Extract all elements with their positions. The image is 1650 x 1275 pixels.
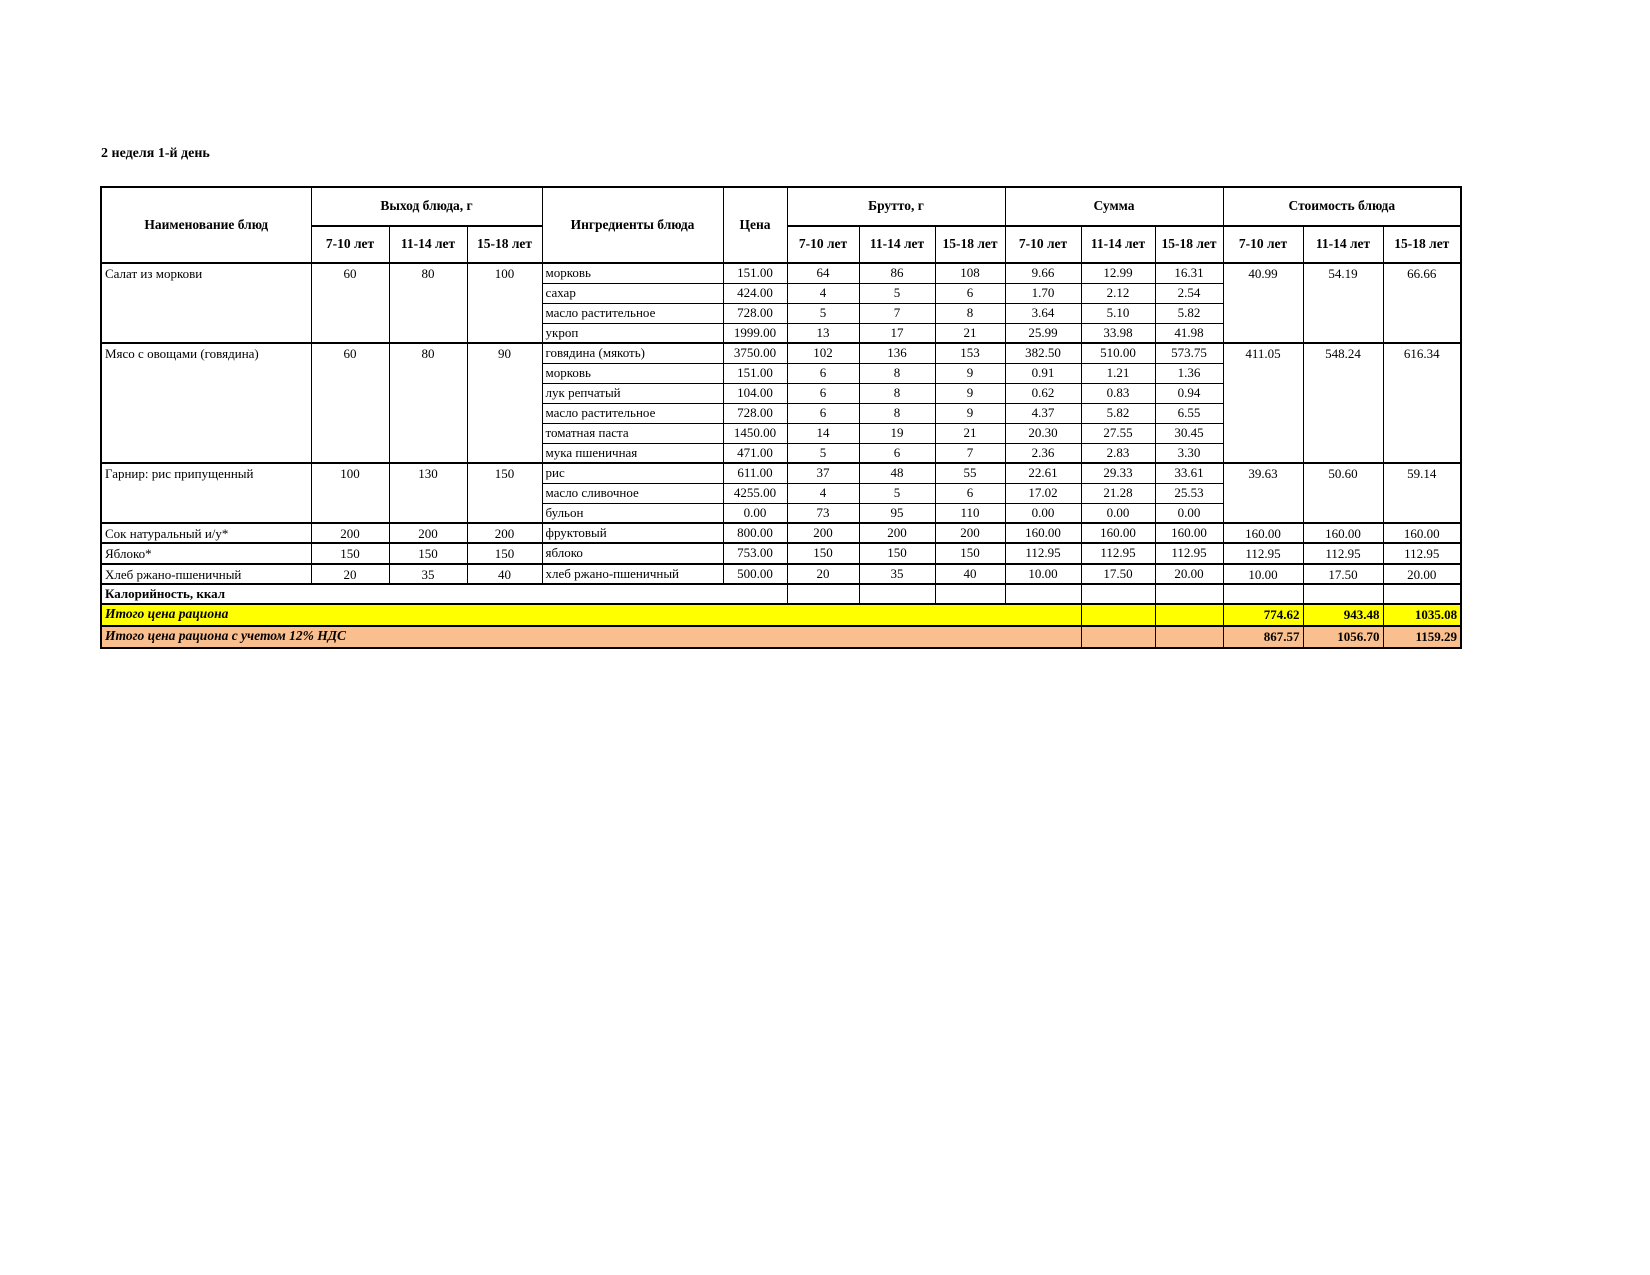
sum-value-cell: 41.98: [1155, 323, 1223, 343]
sum-value-cell: 510.00: [1081, 343, 1155, 363]
table-row: [101, 543, 1461, 563]
gross-value-cell: 200: [859, 523, 935, 543]
sum-value-cell: 20.30: [1005, 423, 1081, 443]
cost-value-cell: 112.95: [1303, 543, 1383, 563]
gross-value-cell: 5: [859, 283, 935, 303]
gross-value-cell: 108: [935, 263, 1005, 283]
sum-value-cell: 160.00: [1081, 523, 1155, 543]
price-cell: 471.00: [723, 443, 787, 463]
empty-cell: [935, 584, 1005, 604]
gross-value-cell: 48: [859, 463, 935, 483]
header-sum-age-1: 7-10 лет: [1005, 226, 1081, 263]
price-cell: 800.00: [723, 523, 787, 543]
sum-value-cell: 22.61: [1005, 463, 1081, 483]
empty-cell: [1155, 626, 1223, 648]
output-value-cell: 100: [311, 463, 389, 523]
sum-value-cell: 17.02: [1005, 483, 1081, 503]
gross-value-cell: 8: [935, 303, 1005, 323]
sum-value-cell: 6.55: [1155, 403, 1223, 423]
cost-value-cell: 66.66: [1383, 263, 1461, 343]
cost-value-cell: 39.63: [1223, 463, 1303, 523]
output-value-cell: 35: [389, 564, 467, 584]
gross-value-cell: 21: [935, 323, 1005, 343]
sum-value-cell: 25.53: [1155, 483, 1223, 503]
ingredient-name-cell: морковь: [542, 363, 723, 383]
price-cell: 424.00: [723, 283, 787, 303]
sum-value-cell: 9.66: [1005, 263, 1081, 283]
gross-value-cell: 5: [787, 303, 859, 323]
gross-value-cell: 14: [787, 423, 859, 443]
ingredient-name-cell: масло растительное: [542, 303, 723, 323]
empty-cell: [1303, 584, 1383, 604]
header-sum-age-2: 11-14 лет: [1081, 226, 1155, 263]
ingredient-name-cell: масло сливочное: [542, 483, 723, 503]
cost-value-cell: 160.00: [1223, 523, 1303, 543]
table-row: [101, 463, 1461, 483]
gross-value-cell: 8: [859, 403, 935, 423]
sum-value-cell: 2.83: [1081, 443, 1155, 463]
total-value-cell: 774.62: [1223, 604, 1303, 626]
header-dish-name: Наименование блюд: [101, 187, 311, 263]
gross-value-cell: 200: [787, 523, 859, 543]
empty-cell: [1081, 584, 1155, 604]
total-price-vat-row: [101, 626, 1461, 648]
total-value-cell: 943.48: [1303, 604, 1383, 626]
price-cell: 611.00: [723, 463, 787, 483]
cost-value-cell: 17.50: [1303, 564, 1383, 584]
gross-value-cell: 9: [935, 363, 1005, 383]
sum-value-cell: 0.00: [1155, 503, 1223, 523]
output-value-cell: 100: [467, 263, 542, 343]
price-cell: 151.00: [723, 363, 787, 383]
sum-value-cell: 0.00: [1005, 503, 1081, 523]
sum-value-cell: 12.99: [1081, 263, 1155, 283]
header-price: Цена: [723, 187, 787, 263]
header-output-age-2: 11-14 лет: [389, 226, 467, 263]
price-cell: 500.00: [723, 564, 787, 584]
cost-value-cell: 20.00: [1383, 564, 1461, 584]
sum-value-cell: 5.82: [1155, 303, 1223, 323]
empty-cell: [1155, 584, 1223, 604]
output-value-cell: 200: [311, 523, 389, 543]
cost-value-cell: 50.60: [1303, 463, 1383, 523]
gross-value-cell: 7: [935, 443, 1005, 463]
sum-value-cell: 27.55: [1081, 423, 1155, 443]
table-header: [101, 187, 1461, 263]
gross-value-cell: 6: [787, 383, 859, 403]
sum-value-cell: 112.95: [1005, 543, 1081, 563]
price-cell: 753.00: [723, 543, 787, 563]
cost-value-cell: 616.34: [1383, 343, 1461, 463]
output-value-cell: 20: [311, 564, 389, 584]
ingredient-name-cell: морковь: [542, 263, 723, 283]
sum-value-cell: 0.62: [1005, 383, 1081, 403]
price-cell: 104.00: [723, 383, 787, 403]
gross-value-cell: 95: [859, 503, 935, 523]
ingredient-name-cell: рис: [542, 463, 723, 483]
price-cell: 3750.00: [723, 343, 787, 363]
empty-cell: [859, 584, 935, 604]
sum-value-cell: 112.95: [1081, 543, 1155, 563]
gross-value-cell: 200: [935, 523, 1005, 543]
sum-value-cell: 3.30: [1155, 443, 1223, 463]
gross-value-cell: 21: [935, 423, 1005, 443]
ingredient-name-cell: говядина (мякоть): [542, 343, 723, 363]
cost-value-cell: 160.00: [1303, 523, 1383, 543]
gross-value-cell: 4: [787, 483, 859, 503]
output-value-cell: 150: [389, 543, 467, 563]
dish-name-cell: Гарнир: рис припущенный: [101, 463, 311, 523]
sum-value-cell: 2.12: [1081, 283, 1155, 303]
gross-value-cell: 9: [935, 403, 1005, 423]
gross-value-cell: 73: [787, 503, 859, 523]
output-value-cell: 200: [389, 523, 467, 543]
sum-value-cell: 10.00: [1005, 564, 1081, 584]
gross-value-cell: 150: [859, 543, 935, 563]
header-gross-age-3: 15-18 лет: [935, 226, 1005, 263]
dish-name-cell: Яблоко*: [101, 543, 311, 563]
sum-value-cell: 573.75: [1155, 343, 1223, 363]
dish-name-cell: Сок натуральный и/у*: [101, 523, 311, 543]
output-value-cell: 80: [389, 263, 467, 343]
ingredient-name-cell: укроп: [542, 323, 723, 343]
header-cost-age-1: 7-10 лет: [1223, 226, 1303, 263]
gross-value-cell: 5: [859, 483, 935, 503]
empty-cell: [1081, 604, 1155, 626]
gross-value-cell: 6: [935, 483, 1005, 503]
cost-value-cell: 112.95: [1223, 543, 1303, 563]
gross-value-cell: 6: [859, 443, 935, 463]
total-value-cell: 1035.08: [1383, 604, 1461, 626]
table-row: [101, 263, 1461, 283]
sum-value-cell: 30.45: [1155, 423, 1223, 443]
output-value-cell: 200: [467, 523, 542, 543]
sum-value-cell: 4.37: [1005, 403, 1081, 423]
sum-value-cell: 16.31: [1155, 263, 1223, 283]
ingredient-name-cell: яблоко: [542, 543, 723, 563]
sum-value-cell: 5.82: [1081, 403, 1155, 423]
cost-value-cell: 112.95: [1383, 543, 1461, 563]
header-ingredients: Ингредиенты блюда: [542, 187, 723, 263]
empty-cell: [1383, 584, 1461, 604]
table-row: [101, 564, 1461, 584]
gross-value-cell: 20: [787, 564, 859, 584]
sum-value-cell: 2.54: [1155, 283, 1223, 303]
total-label-cell: Итого цена рациона: [101, 604, 1081, 626]
sum-value-cell: 0.91: [1005, 363, 1081, 383]
sum-value-cell: 33.61: [1155, 463, 1223, 483]
empty-cell: [1155, 604, 1223, 626]
gross-value-cell: 8: [859, 383, 935, 403]
header-cost-age-2: 11-14 лет: [1303, 226, 1383, 263]
cost-value-cell: 54.19: [1303, 263, 1383, 343]
empty-cell: [1223, 584, 1303, 604]
sum-value-cell: 112.95: [1155, 543, 1223, 563]
header-sum-group: Сумма: [1005, 187, 1223, 226]
sum-value-cell: 3.64: [1005, 303, 1081, 323]
output-value-cell: 40: [467, 564, 542, 584]
ingredient-name-cell: сахар: [542, 283, 723, 303]
sum-value-cell: 20.00: [1155, 564, 1223, 584]
header-sum-age-3: 15-18 лет: [1155, 226, 1223, 263]
cost-value-cell: 160.00: [1383, 523, 1461, 543]
sum-value-cell: 0.00: [1081, 503, 1155, 523]
sum-value-cell: 1.21: [1081, 363, 1155, 383]
gross-value-cell: 102: [787, 343, 859, 363]
gross-value-cell: 8: [859, 363, 935, 383]
gross-value-cell: 13: [787, 323, 859, 343]
dish-name-cell: Салат из моркови: [101, 263, 311, 343]
sum-value-cell: 382.50: [1005, 343, 1081, 363]
ingredient-name-cell: томатная паста: [542, 423, 723, 443]
gross-value-cell: 17: [859, 323, 935, 343]
gross-value-cell: 6: [787, 403, 859, 423]
gross-value-cell: 7: [859, 303, 935, 323]
ingredient-name-cell: хлеб ржано-пшеничный: [542, 564, 723, 584]
sum-value-cell: 25.99: [1005, 323, 1081, 343]
gross-value-cell: 136: [859, 343, 935, 363]
gross-value-cell: 19: [859, 423, 935, 443]
header-gross-group: Брутто, г: [787, 187, 1005, 226]
sum-value-cell: 1.36: [1155, 363, 1223, 383]
total-price-row: [101, 604, 1461, 626]
sum-value-cell: 21.28: [1081, 483, 1155, 503]
gross-value-cell: 110: [935, 503, 1005, 523]
table-body: [101, 263, 1461, 648]
total-value-cell: 1056.70: [1303, 626, 1383, 648]
calories-row: [101, 584, 1461, 604]
dish-name-cell: Хлеб ржано-пшеничный: [101, 564, 311, 584]
empty-cell: [1081, 626, 1155, 648]
price-cell: 0.00: [723, 503, 787, 523]
header-output-age-3: 15-18 лет: [467, 226, 542, 263]
gross-value-cell: 55: [935, 463, 1005, 483]
gross-value-cell: 86: [859, 263, 935, 283]
header-cost-group: Стоимость блюда: [1223, 187, 1461, 226]
page-title: 2 неделя 1-й день: [101, 146, 210, 161]
output-value-cell: 150: [467, 543, 542, 563]
output-value-cell: 80: [389, 343, 467, 463]
table-row: [101, 523, 1461, 543]
cost-value-cell: 411.05: [1223, 343, 1303, 463]
gross-value-cell: 153: [935, 343, 1005, 363]
price-cell: 151.00: [723, 263, 787, 283]
price-cell: 4255.00: [723, 483, 787, 503]
gross-value-cell: 6: [787, 363, 859, 383]
gross-value-cell: 6: [935, 283, 1005, 303]
sum-value-cell: 160.00: [1155, 523, 1223, 543]
total-value-cell: 1159.29: [1383, 626, 1461, 648]
empty-cell: [1005, 584, 1081, 604]
header-gross-age-2: 11-14 лет: [859, 226, 935, 263]
gross-value-cell: 150: [935, 543, 1005, 563]
table-row: [101, 343, 1461, 363]
output-value-cell: 60: [311, 263, 389, 343]
header-output-group: Выход блюда, г: [311, 187, 542, 226]
output-value-cell: 60: [311, 343, 389, 463]
gross-value-cell: 9: [935, 383, 1005, 403]
sum-value-cell: 0.83: [1081, 383, 1155, 403]
header-output-age-1: 7-10 лет: [311, 226, 389, 263]
gross-value-cell: 5: [787, 443, 859, 463]
gross-value-cell: 40: [935, 564, 1005, 584]
ingredient-name-cell: лук репчатый: [542, 383, 723, 403]
ingredient-name-cell: мука пшеничная: [542, 443, 723, 463]
output-value-cell: 130: [389, 463, 467, 523]
ingredient-name-cell: масло растительное: [542, 403, 723, 423]
ingredient-name-cell: бульон: [542, 503, 723, 523]
header-gross-age-1: 7-10 лет: [787, 226, 859, 263]
cost-value-cell: 59.14: [1383, 463, 1461, 523]
price-cell: 728.00: [723, 403, 787, 423]
menu-cost-table: [100, 186, 1462, 649]
cost-value-cell: 548.24: [1303, 343, 1383, 463]
gross-value-cell: 150: [787, 543, 859, 563]
sum-value-cell: 5.10: [1081, 303, 1155, 323]
ingredient-name-cell: фруктовый: [542, 523, 723, 543]
cost-value-cell: 40.99: [1223, 263, 1303, 343]
gross-value-cell: 37: [787, 463, 859, 483]
sum-value-cell: 17.50: [1081, 564, 1155, 584]
sum-value-cell: 1.70: [1005, 283, 1081, 303]
output-value-cell: 150: [311, 543, 389, 563]
gross-value-cell: 4: [787, 283, 859, 303]
total-value-cell: 867.57: [1223, 626, 1303, 648]
dish-name-cell: Мясо с овощами (говядина): [101, 343, 311, 463]
cost-value-cell: 10.00: [1223, 564, 1303, 584]
price-cell: 1999.00: [723, 323, 787, 343]
sum-value-cell: 0.94: [1155, 383, 1223, 403]
output-value-cell: 90: [467, 343, 542, 463]
gross-value-cell: 35: [859, 564, 935, 584]
price-cell: 728.00: [723, 303, 787, 323]
sum-value-cell: 160.00: [1005, 523, 1081, 543]
sum-value-cell: 2.36: [1005, 443, 1081, 463]
total-label-cell: Итого цена рациона с учетом 12% НДС: [101, 626, 1081, 648]
empty-cell: [787, 584, 859, 604]
gross-value-cell: 64: [787, 263, 859, 283]
sum-value-cell: 29.33: [1081, 463, 1155, 483]
output-value-cell: 150: [467, 463, 542, 523]
calories-label-cell: Калорийность, ккал: [101, 584, 787, 604]
sum-value-cell: 33.98: [1081, 323, 1155, 343]
header-cost-age-3: 15-18 лет: [1383, 226, 1461, 263]
price-cell: 1450.00: [723, 423, 787, 443]
